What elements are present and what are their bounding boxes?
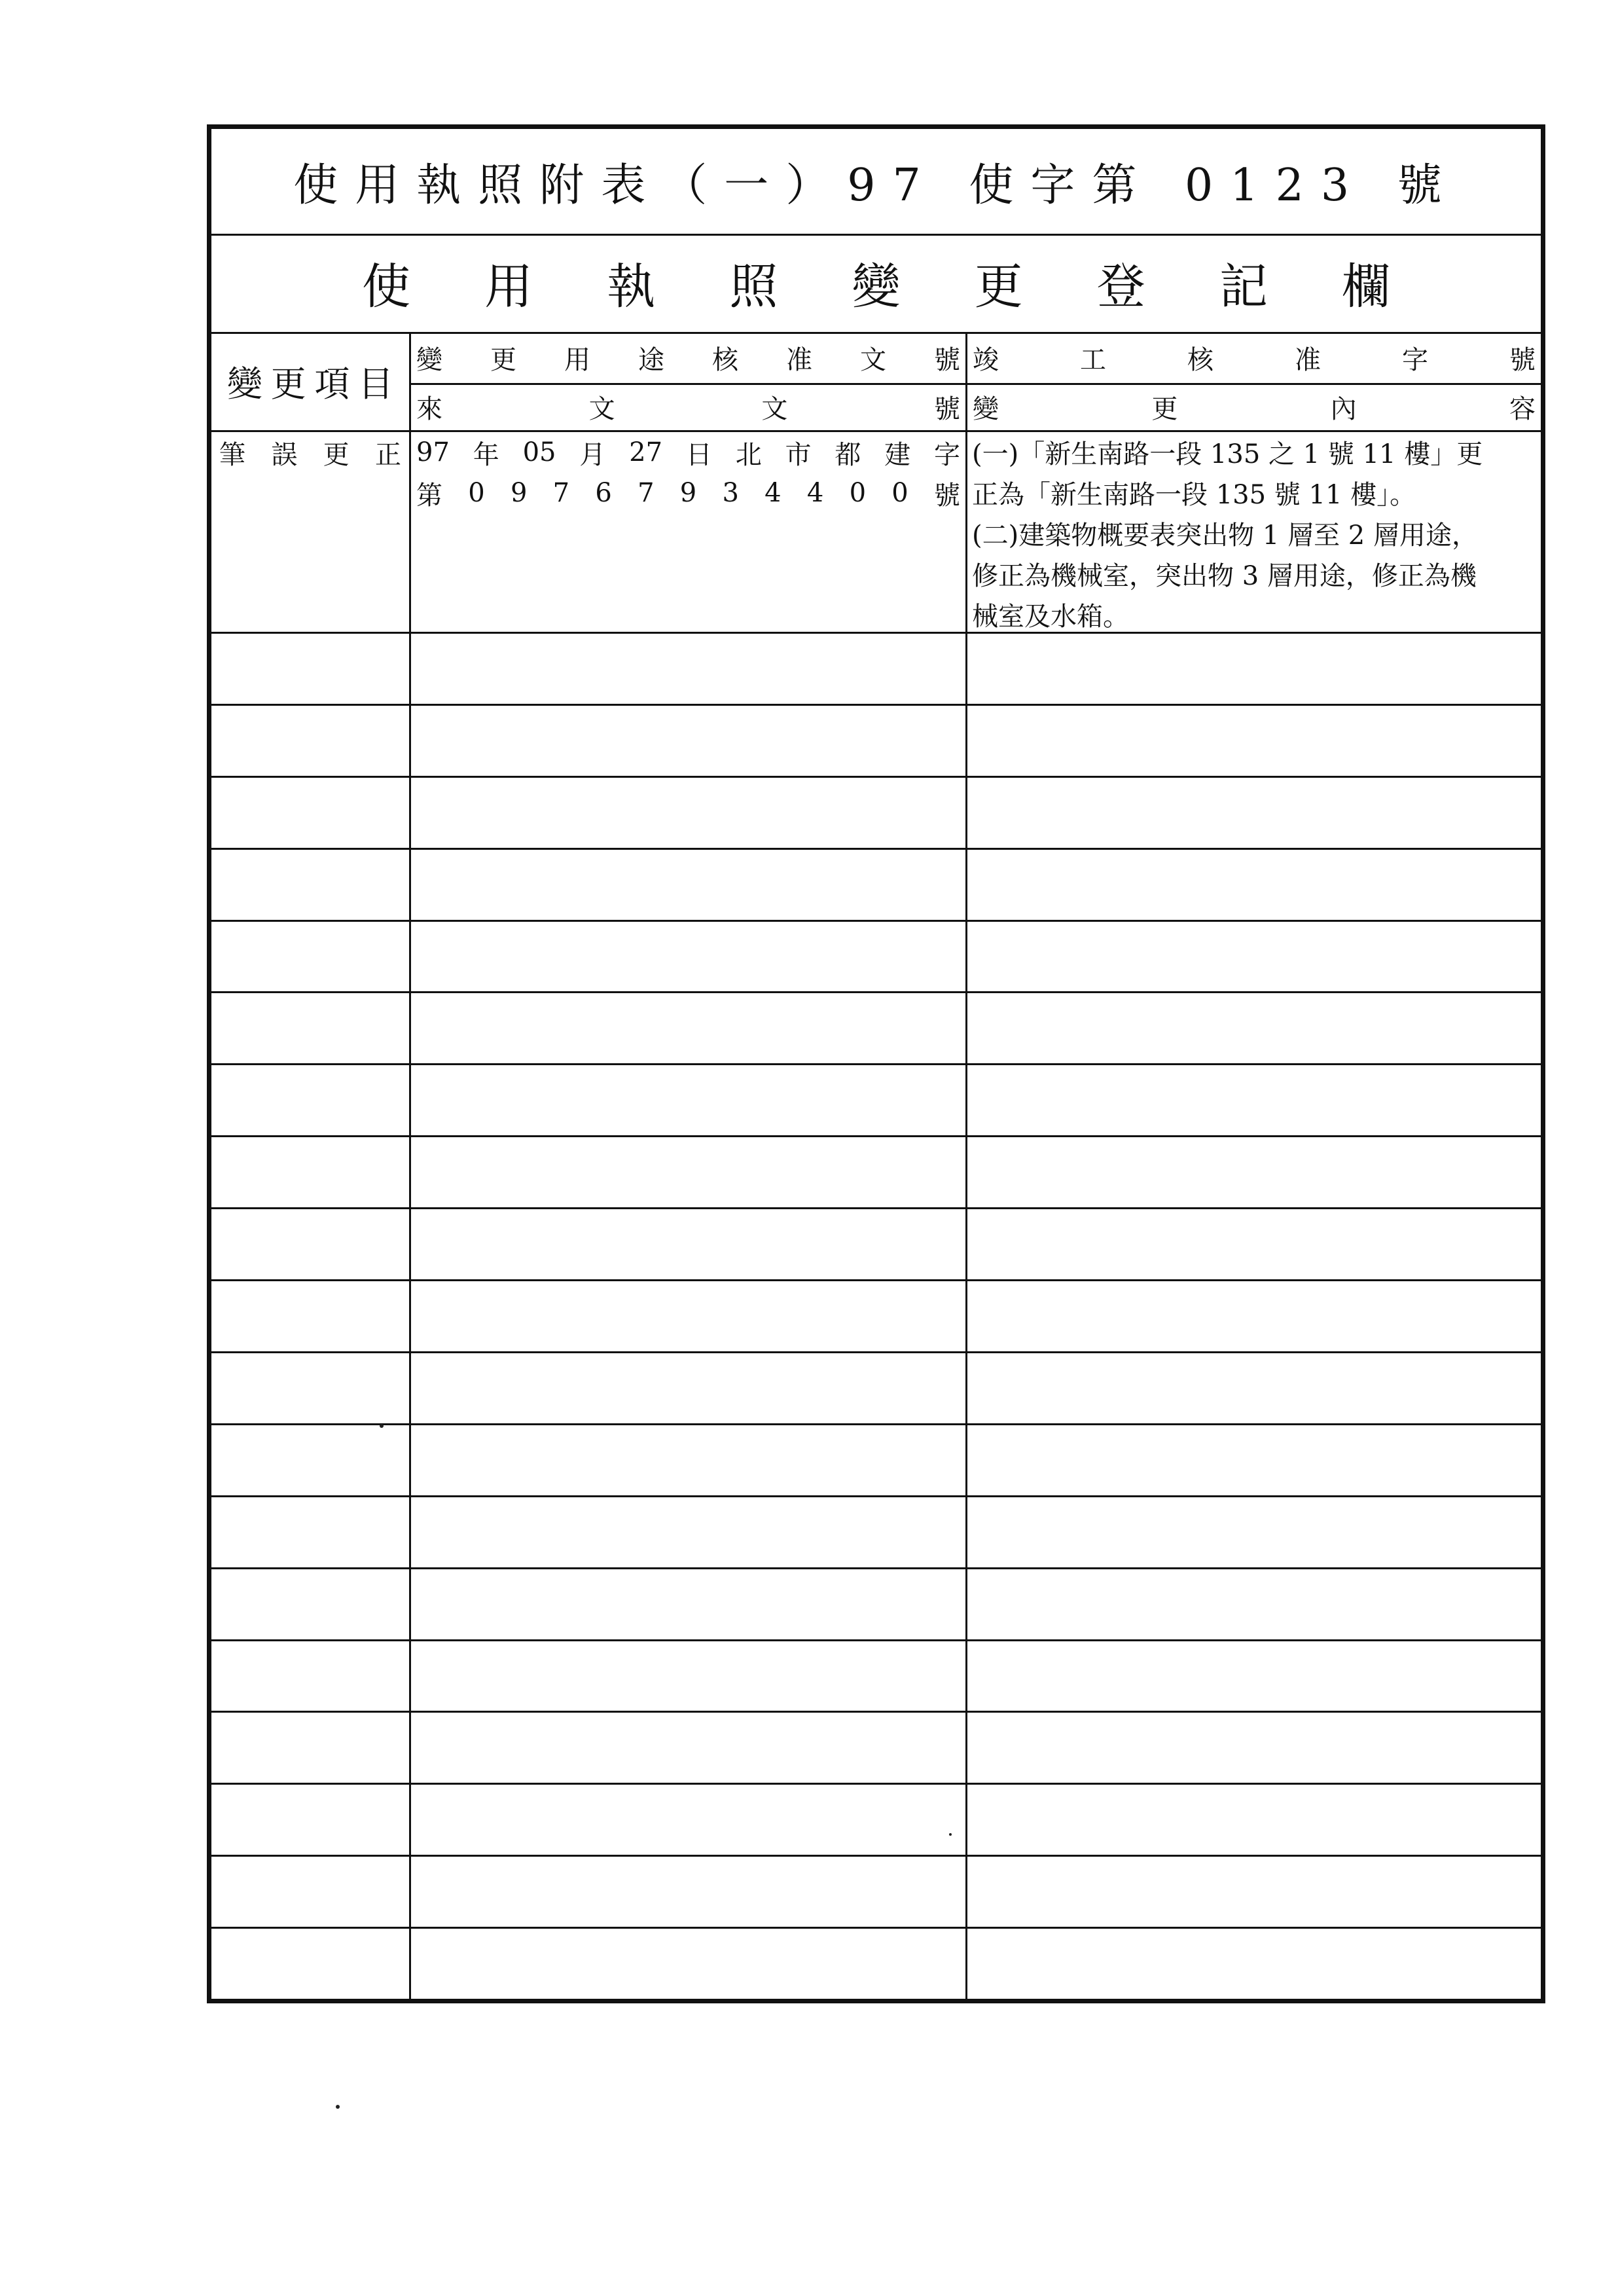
scan-speck — [949, 1833, 952, 1836]
header-char: 文 — [588, 393, 615, 424]
entry-char: 北 — [735, 439, 762, 470]
subtitle-char: 記 — [1219, 259, 1268, 315]
header-item — [211, 332, 409, 430]
entry-char: 3 — [722, 478, 739, 508]
header-char: 項 — [314, 363, 350, 405]
header-char: 核 — [712, 344, 738, 375]
entry-char: 7 — [552, 478, 570, 508]
header-char: 來 — [416, 393, 442, 424]
header-char: 文 — [761, 393, 788, 424]
row-divider — [211, 1711, 1541, 1713]
entry-doc-line1 — [411, 434, 965, 471]
header-char: 變 — [227, 363, 262, 405]
entry-char: 0 — [891, 478, 908, 508]
entry-char: 誤 — [271, 439, 298, 470]
header-char: 文 — [860, 344, 886, 375]
header-char: 途 — [638, 344, 664, 375]
subtitle-char: 照 — [729, 259, 778, 315]
entry-char: 字 — [934, 439, 960, 470]
row-divider — [211, 1927, 1541, 1929]
header-char: 容 — [1509, 393, 1536, 424]
subtitle-char: 使 — [362, 259, 410, 315]
header-char: 目 — [357, 363, 393, 405]
entry-char: 9 — [510, 478, 528, 508]
header-char: 更 — [490, 344, 516, 375]
row-divider — [211, 1495, 1541, 1497]
header-char: 號 — [1509, 344, 1536, 375]
row-divider — [211, 1855, 1541, 1857]
registration-table — [207, 124, 1545, 2003]
header-char: 更 — [270, 363, 306, 405]
entry-char: 筆 — [219, 439, 245, 470]
entry-char: 4 — [764, 478, 782, 508]
entry-item — [211, 434, 409, 471]
row-divider — [211, 632, 1541, 634]
header-char: 核 — [1187, 344, 1214, 375]
scan-speck — [380, 1424, 384, 1428]
row-divider — [211, 991, 1541, 993]
content-line: 修正為機械室，突出物 3 層用途，修正為機 — [972, 561, 1477, 591]
entry-doc-line2 — [411, 475, 965, 511]
entry-char: 4 — [806, 478, 824, 508]
entry-char: 27 — [629, 437, 663, 467]
row-divider — [211, 1639, 1541, 1641]
entry-char: 都 — [835, 439, 861, 470]
entry-char: 9 — [679, 478, 697, 508]
header-content — [967, 383, 1541, 430]
entry-content — [969, 434, 1540, 630]
header-char: 用 — [564, 344, 590, 375]
row-divider — [211, 1063, 1541, 1065]
header-char: 內 — [1330, 393, 1357, 424]
content-line: (一)「新生南路一段 135 之 1 號 11 樓」更 — [972, 439, 1483, 469]
row-divider — [211, 1567, 1541, 1569]
subtitle-char: 變 — [852, 259, 901, 315]
form-subtitle — [211, 234, 1541, 332]
header-char: 准 — [1295, 344, 1321, 375]
entry-char: 97 — [416, 437, 450, 467]
column-divider — [409, 332, 411, 1999]
scan-speck — [336, 2105, 340, 2109]
row-divider — [211, 1279, 1541, 1281]
row-divider — [211, 920, 1541, 922]
content-line: (二)建築物概要表突出物 1 層至 2 層用途， — [972, 520, 1478, 551]
entry-char: 建 — [884, 439, 911, 470]
header-divider — [409, 383, 1541, 385]
subtitle-char: 用 — [484, 259, 533, 315]
row-divider — [211, 1135, 1541, 1137]
row-divider — [211, 1207, 1541, 1209]
header-char: 工 — [1080, 344, 1106, 375]
entry-char: 6 — [595, 478, 612, 508]
row-divider — [211, 1423, 1541, 1425]
entry-char: 市 — [785, 439, 812, 470]
subtitle-char: 執 — [607, 259, 656, 315]
header-char: 竣 — [973, 344, 999, 375]
entry-char: 年 — [473, 439, 499, 470]
entry-char: 日 — [685, 439, 712, 470]
row-divider — [211, 776, 1541, 778]
row-divider — [211, 1351, 1541, 1353]
entry-char: 0 — [468, 478, 485, 508]
header-char: 變 — [416, 344, 442, 375]
entry-char: 更 — [323, 439, 350, 470]
subtitle-char: 登 — [1096, 259, 1145, 315]
header-char: 字 — [1402, 344, 1428, 375]
header-completion — [967, 332, 1541, 383]
entry-char: 05 — [522, 437, 556, 467]
header-char: 號 — [933, 393, 960, 424]
header-divider — [211, 430, 1541, 432]
entry-char: 號 — [933, 480, 960, 511]
header-char: 號 — [934, 344, 960, 375]
entry-char: 7 — [638, 478, 655, 508]
row-divider — [211, 704, 1541, 706]
content-line: 械室及水箱。 — [972, 602, 1129, 632]
subtitle-char: 更 — [974, 259, 1023, 315]
header-incoming — [411, 383, 965, 430]
header-char: 准 — [786, 344, 812, 375]
header-approval — [411, 332, 965, 383]
row-divider — [211, 848, 1541, 850]
header-char: 變 — [973, 393, 999, 424]
entry-char: 第 — [416, 480, 442, 511]
entry-char: 正 — [374, 439, 401, 470]
entry-char: 月 — [579, 439, 606, 470]
form-title: 使用執照附表（一）97 使字第 0123 號 — [293, 159, 1459, 211]
row-divider — [211, 1783, 1541, 1785]
header-char: 更 — [1151, 393, 1178, 424]
column-divider — [965, 332, 967, 1999]
subtitle-char: 欄 — [1342, 259, 1390, 315]
entry-char: 0 — [849, 478, 867, 508]
content-line: 正為「新生南路一段 135 號 11 樓」。 — [972, 480, 1416, 510]
